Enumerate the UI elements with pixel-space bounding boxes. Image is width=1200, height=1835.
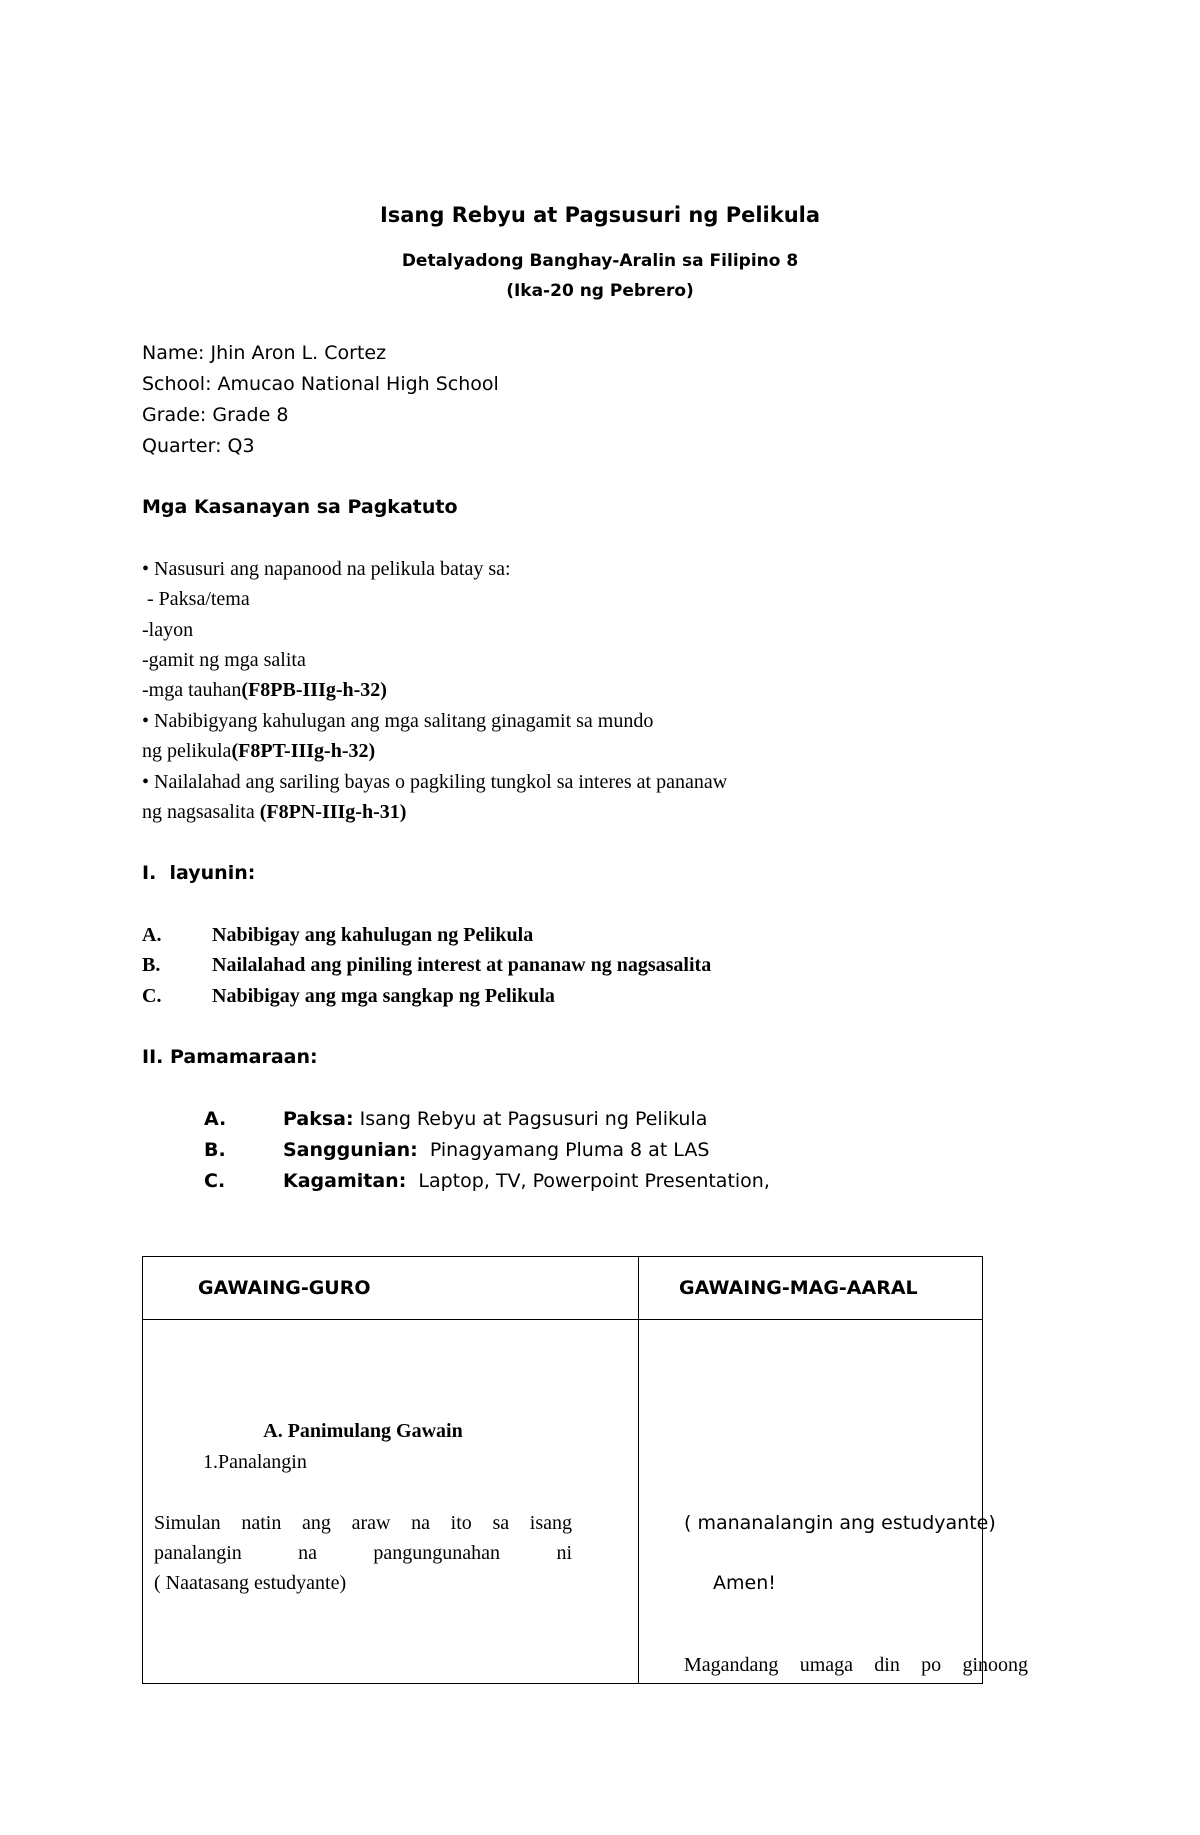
procedure-item xyxy=(283,1108,707,1130)
procedure-label: Sanggunian: xyxy=(283,1139,418,1161)
competency-line xyxy=(142,801,406,824)
sub-item: 1.Panalangin xyxy=(203,1451,307,1473)
col-student-header: GAWAING-MAG-AARAL xyxy=(639,1257,983,1320)
teacher-text-line: Simulan natin ang araw na ito sa isang xyxy=(154,1512,572,1534)
competency-line: • Nabibigyang kahulugan ang mga salitang ginagamit sa mundo xyxy=(142,710,654,732)
competency-line: • Nasusuri ang napanood na pelikula batay sa: xyxy=(142,558,511,580)
document-subtitle: Detalyadong Banghay-Aralin sa Filipino 8 xyxy=(401,251,799,271)
procedure-value: Isang Rebyu at Pagsusuri ng Pelikula xyxy=(353,1108,708,1130)
procedure-value: Pinagyamang Pluma 8 at LAS xyxy=(417,1139,710,1161)
competency-line: - Paksa/tema xyxy=(142,588,250,610)
procedure-label: Kagamitan: xyxy=(283,1170,407,1192)
competency-text: ng nagsasalita xyxy=(142,801,260,823)
document-date: (Ika-20 ng Pebrero) xyxy=(506,281,694,301)
competency-line: -gamit ng mga salita xyxy=(142,649,306,671)
teacher-cell xyxy=(143,1320,639,1684)
competency-line xyxy=(142,740,375,763)
competency-code: (F8PB-IIIg-h-32) xyxy=(241,679,387,701)
competency-code: (F8PN-IIIg-h-31) xyxy=(259,801,407,823)
competency-line: -layon xyxy=(142,619,194,641)
info-grade: Grade: Grade 8 xyxy=(142,404,289,426)
document-title: Isang Rebyu at Pagsusuri ng Pelikula xyxy=(379,203,821,227)
procedure-item xyxy=(283,1139,709,1161)
procedure-heading: II. Pamamaraan: xyxy=(142,1046,318,1068)
objective-text: Nabibigay ang mga sangkap ng Pelikula xyxy=(212,985,555,1007)
info-school: School: Amucao National High School xyxy=(142,373,499,395)
competency-line: • Nailalahad ang sariling bayas o pagkiling tungkol sa interes at pananaw xyxy=(142,771,728,793)
procedure-letter: B. xyxy=(204,1139,226,1161)
competency-code: (F8PT-IIIg-h-32) xyxy=(231,740,376,762)
procedure-item xyxy=(283,1170,770,1192)
procedure-label: Paksa: xyxy=(283,1108,354,1130)
competency-text: ng pelikula xyxy=(142,740,232,762)
info-name: Name: Jhin Aron L. Cortez xyxy=(142,342,387,364)
info-quarter: Quarter: Q3 xyxy=(142,435,255,457)
objective-letter: A. xyxy=(142,924,162,946)
col-teacher-header: GAWAING-GURO xyxy=(143,1257,639,1320)
activities-table xyxy=(142,1256,1028,1684)
objective-text: Nabibigay ang kahulugan ng Pelikula xyxy=(212,924,534,946)
table-row xyxy=(143,1320,983,1684)
student-cell xyxy=(639,1320,1028,1684)
table-header-row xyxy=(143,1257,983,1320)
teacher-text-line: ( Naatasang estudyante) xyxy=(154,1572,347,1594)
competencies-heading: Mga Kasanayan sa Pagkatuto xyxy=(142,496,458,518)
objective-text: Nailalahad ang piniling interest at pananaw ng nagsasalita xyxy=(212,954,712,976)
objectives-heading: I. layunin: xyxy=(142,862,256,884)
procedure-letter: C. xyxy=(204,1170,226,1192)
student-text-line: Magandang umaga din po ginoong xyxy=(684,1654,1028,1676)
procedure-value: Laptop, TV, Powerpoint Presentation, xyxy=(406,1170,770,1192)
student-text-line: ( mananalangin ang estudyante) xyxy=(684,1512,996,1534)
procedure-letter: A. xyxy=(204,1108,227,1130)
competency-text: -mga tauhan xyxy=(142,679,242,701)
objective-letter: B. xyxy=(142,954,161,976)
student-text-line: Amen! xyxy=(713,1572,776,1594)
objective-letter: C. xyxy=(142,985,162,1007)
competency-line xyxy=(142,679,387,702)
section-title: A. Panimulang Gawain xyxy=(263,1420,463,1442)
teacher-text-line: panalangin na pangungunahan ni xyxy=(154,1542,572,1564)
